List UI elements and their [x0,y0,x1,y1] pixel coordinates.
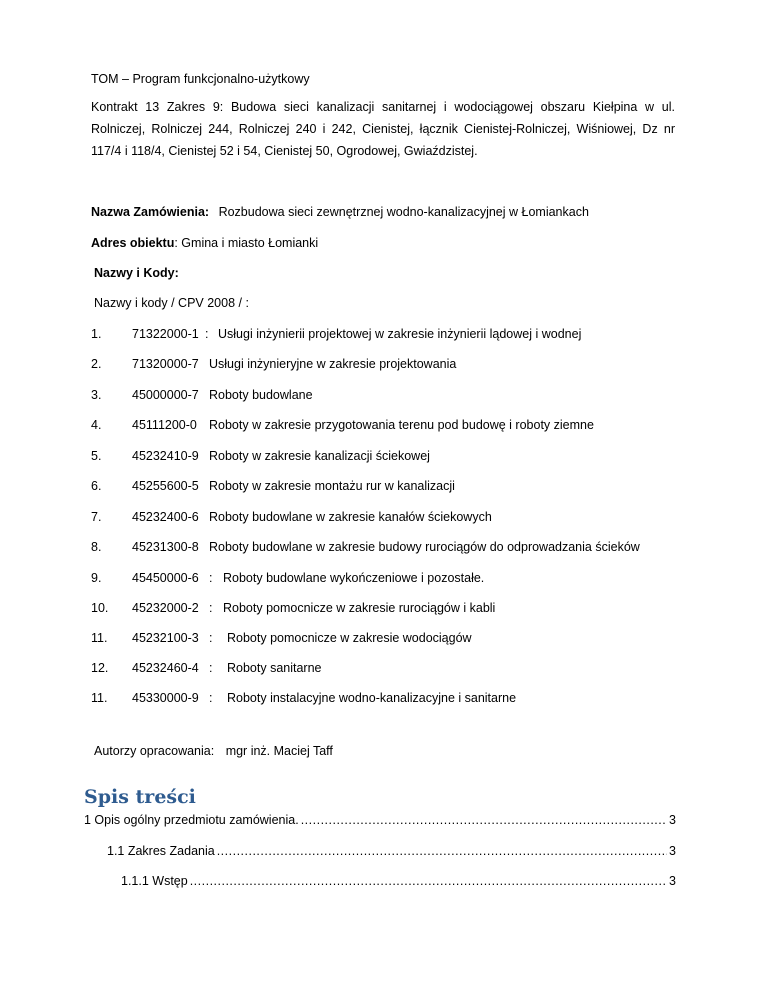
cpv-num: 6. [91,479,102,493]
cpv-item [91,601,681,617]
toc-leader-dots [217,844,667,858]
cpv-desc: Roboty budowlane w zakresie kanałów ściekowych [209,510,492,524]
cpv-code: 45232460-4 [132,661,199,675]
tom-header: TOM – Program funkcjonalno-użytkowy [91,72,310,86]
cpv-num: 7. [91,510,102,524]
toc-entry[interactable] [84,811,676,827]
cpv-sep: : [209,571,213,585]
authors-value: mgr inż. Maciej Taff [225,744,333,758]
cpv-code: 71322000-1 [132,327,199,341]
cpv-code: 45232400-6 [132,510,199,524]
cpv-desc: Roboty pomocnicze w zakresie wodociągów [227,631,472,645]
cpv-code: 45232410-9 [132,449,199,463]
toc-leader-dots [301,813,667,827]
cpv-item [91,691,681,707]
cpv-code: 71320000-7 [132,357,199,371]
cpv-num: 8. [91,540,102,554]
cpv-desc: Roboty w zakresie montażu rur w kanalizacji [209,479,455,493]
cpv-code: 45111200-0 [132,418,197,432]
cpv-code: 45330000-9 [132,691,199,705]
cpv-num: 4. [91,418,102,432]
cpv-item [91,479,681,495]
cpv-num: 9. [91,571,102,585]
cpv-desc: Roboty budowlane w zakresie budowy rurociągów do odprowadzania ścieków [209,540,640,554]
toc-entry[interactable] [121,872,676,888]
cpv-desc: Roboty pomocnicze w zakresie rurociągów i kabli [223,601,496,615]
cpv-num: 11. [91,631,108,645]
cpv-desc: Roboty budowlane wykończeniowe i pozostałe. [223,571,485,585]
cpv-desc: Roboty sanitarne [227,661,322,675]
cpv-code: 45232100-3 [132,631,199,645]
order-name-value: Rozbudowa sieci zewnętrznej wodno-kanalizacyjnej w Łomiankach [218,205,589,219]
cpv-sep: : [205,327,209,341]
toc-entry-page: 3 [669,813,676,827]
toc-leader-dots [190,874,667,888]
order-name-label: Nazwa Zamówienia: [91,205,210,219]
cpv-sep: : [209,631,213,645]
cpv-item [91,418,681,434]
contract-description: Kontrakt 13 Zakres 9: Budowa sieci kanalizacji sanitarnej i wodociągowej obszaru Kiełpina w ul. Rolniczej, Rolniczej 244, Rolniczej 240 i 242, Cienistej, łącznik Cienistej-Rolniczej, Wiśniowej, Dz nr 117/4 i 118/4, Cienistej 52 i 54, Cienistej 50, Ogrodowej, Gwiaździstej. [91,100,675,158]
cpv-item [91,357,681,373]
cpv-sep: : [209,661,213,675]
cpv-code: 45255600-5 [132,479,199,493]
cpv-code: 45231300-8 [132,540,199,554]
cpv-num: 5. [91,449,102,463]
cpv-code: 45232000-2 [132,601,199,615]
toc-entry-text: 1 Opis ogólny przedmiotu zamówienia. [84,813,299,827]
toc-entry-text: 1.1.1 Wstęp [121,874,188,888]
cpv-num: 1. [91,327,102,341]
toc-entry-text: 1.1 Zakres Zadania [107,844,215,858]
cpv-num: 2. [91,357,102,371]
cpv-item [91,510,681,526]
cpv-desc: Roboty budowlane [209,388,313,402]
toc-heading: Spis treści [84,786,196,808]
cpv-item [91,661,681,677]
toc-entry[interactable] [107,842,676,858]
cpv-code: 45000000-7 [132,388,199,402]
cpv-code: 45450000-6 [132,571,199,585]
cpv-num: 11. [91,691,108,705]
cpv-intro: Nazwy i kody / CPV 2008 / : [94,296,249,310]
toc-entry-page: 3 [669,874,676,888]
cpv-desc: Usługi inżynierii projektowej w zakresie inżynierii lądowej i wodnej [218,327,582,341]
cpv-num: 10. [91,601,109,615]
cpv-item [91,540,681,556]
address-label: Adres obiektu [91,236,175,250]
codes-label: Nazwy i Kody: [94,266,179,280]
address-line [91,236,318,250]
authors-line [94,744,333,758]
cpv-sep: : [209,691,213,705]
cpv-item [91,388,681,404]
cpv-item [91,571,681,587]
cpv-item [91,327,681,343]
cpv-item [91,449,681,465]
cpv-desc: Roboty instalacyjne wodno-kanalizacyjne i sanitarne [227,691,517,705]
cpv-desc: Roboty w zakresie kanalizacji ściekowej [209,449,430,463]
cpv-item [91,631,681,647]
cpv-desc: Roboty w zakresie przygotowania terenu pod budowę i roboty ziemne [209,418,594,432]
cpv-desc: Usługi inżynieryjne w zakresie projektowania [209,357,457,371]
authors-label: Autorzy opracowania: [94,744,215,758]
address-value: : Gmina i miasto Łomianki [174,236,319,250]
cpv-num: 3. [91,388,102,402]
toc-entry-page: 3 [669,844,676,858]
cpv-num: 12. [91,661,109,675]
order-name-line [91,205,589,219]
cpv-sep: : [209,601,213,615]
